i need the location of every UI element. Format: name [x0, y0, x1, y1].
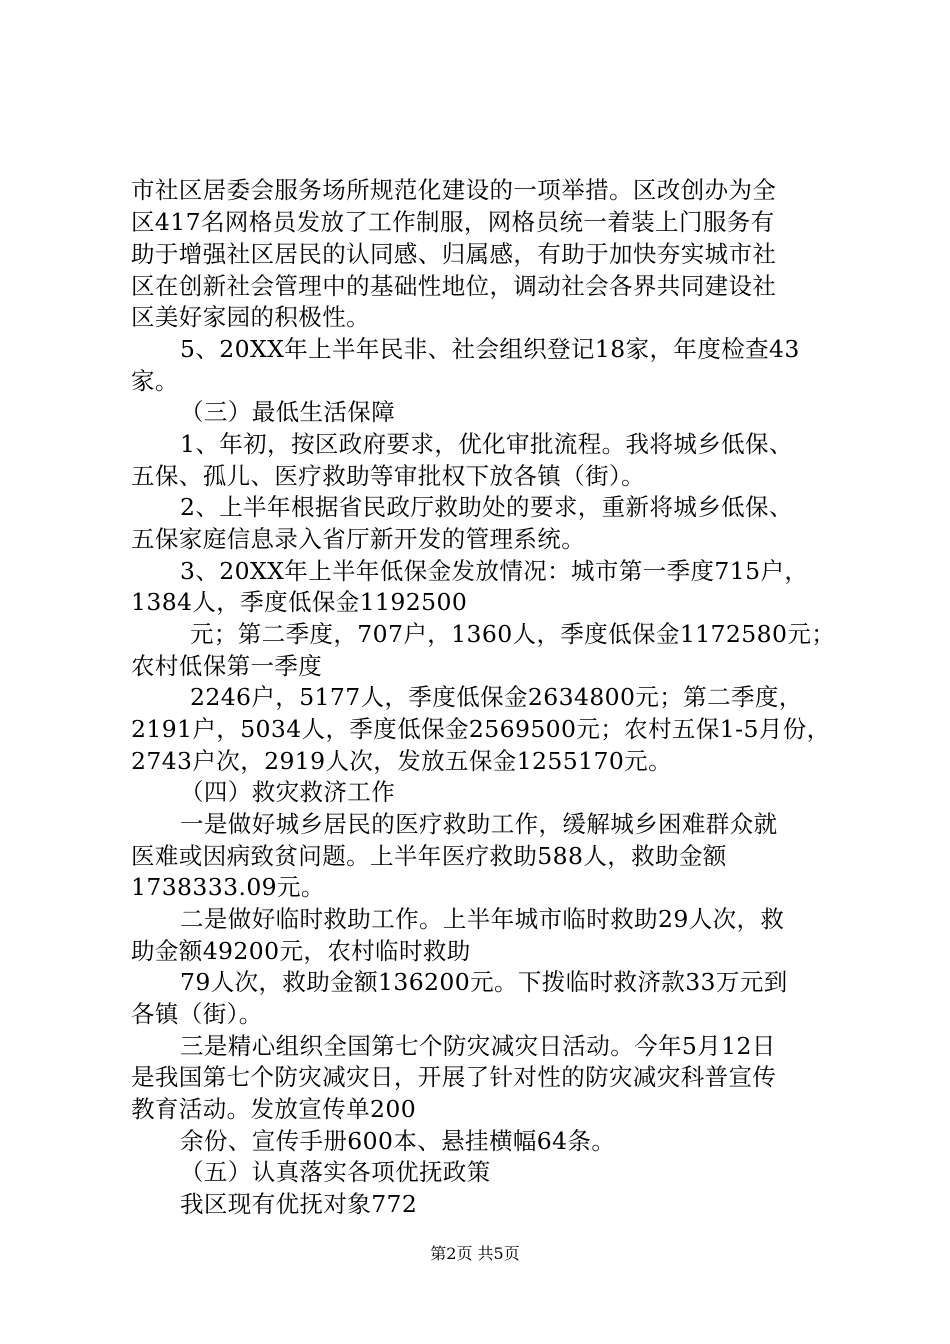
body-line: 区在创新社会管理中的基础性地位，调动社会各界共同建设社 [131, 272, 777, 300]
section-heading: （四）救灾救济工作 [180, 778, 396, 806]
body-line: 2、上半年根据省民政厅救助处的要求，重新将城乡低保、 [180, 493, 793, 521]
body-line: 助于增强社区居民的认同感、归属感，有助于加快夯实城市社 [131, 240, 777, 268]
body-line: 1738333.09元。 [131, 873, 325, 901]
body-line: 1、年初，按区政府要求，优化审批流程。我将城乡低保、 [180, 430, 793, 458]
body-line: 2191户，5034人，季度低保金2569500元；农村五保1-5月份， [131, 715, 831, 743]
body-line: 我区现有优抚对象772 [180, 1190, 418, 1218]
body-line: 余份、宣传手册600本、悬挂横幅64条。 [180, 1127, 616, 1155]
page-number-footer: 第2页 共5页 [430, 1244, 520, 1263]
body-line: 三是精心组织全国第七个防灾减灾日活动。今年5月12日 [180, 1032, 776, 1060]
body-line: 元；第二季度，707户，1360人，季度低保金1172580元； [190, 620, 836, 648]
body-line: 助金额49200元，农村临时救助 [131, 937, 471, 965]
body-line: 1384人，季度低保金1192500 [131, 588, 468, 616]
body-line: 3、20XX年上半年低保金发放情况：城市第一季度715户， [180, 557, 809, 585]
body-line: 5、20XX年上半年民非、社会组织登记18家，年度检查43 [180, 335, 800, 363]
body-line: 医难或因病致贫问题。上半年医疗救助588人，救助金额 [131, 842, 727, 870]
body-line: 各镇（街）。 [131, 1000, 263, 1028]
body-line: 2743户次，2919人次，发放五保金1255170元。 [131, 747, 672, 775]
body-line: 2246户，5177人，季度低保金2634800元；第二季度， [190, 683, 803, 711]
body-line: 农村低保第一季度 [131, 652, 323, 680]
body-line: 79人次，救助金额136200元。下拨临时救济款33万元到 [180, 968, 788, 996]
body-line: 五保、孤儿、医疗救助等审批权下放各镇（街）。 [131, 462, 646, 490]
body-line: 区美好家园的积极性。 [131, 303, 370, 331]
body-line: 五保家庭信息录入省厅新开发的管理系统。 [131, 525, 586, 553]
body-line: 一是做好城乡居民的医疗救助工作，缓解城乡困难群众就 [180, 810, 778, 838]
body-line: 二是做好临时救助工作。上半年城市临时救助29人次，救 [180, 905, 785, 933]
body-line: 市社区居委会服务场所规范化建设的一项举措。区改创办为全 [131, 176, 777, 204]
body-line: 是我国第七个防灾减灾日，开展了针对性的防灾减灾科普宣传 [131, 1063, 777, 1091]
section-heading: （三）最低生活保障 [180, 398, 396, 426]
body-line: 区417名网格员发放了工作制服，网格员统一着装上门服务有 [131, 208, 775, 236]
body-line: 教育活动。发放宣传单200 [131, 1095, 417, 1123]
section-heading: （五）认真落实各项优抚政策 [180, 1158, 491, 1186]
body-line: 家。 [131, 367, 179, 395]
